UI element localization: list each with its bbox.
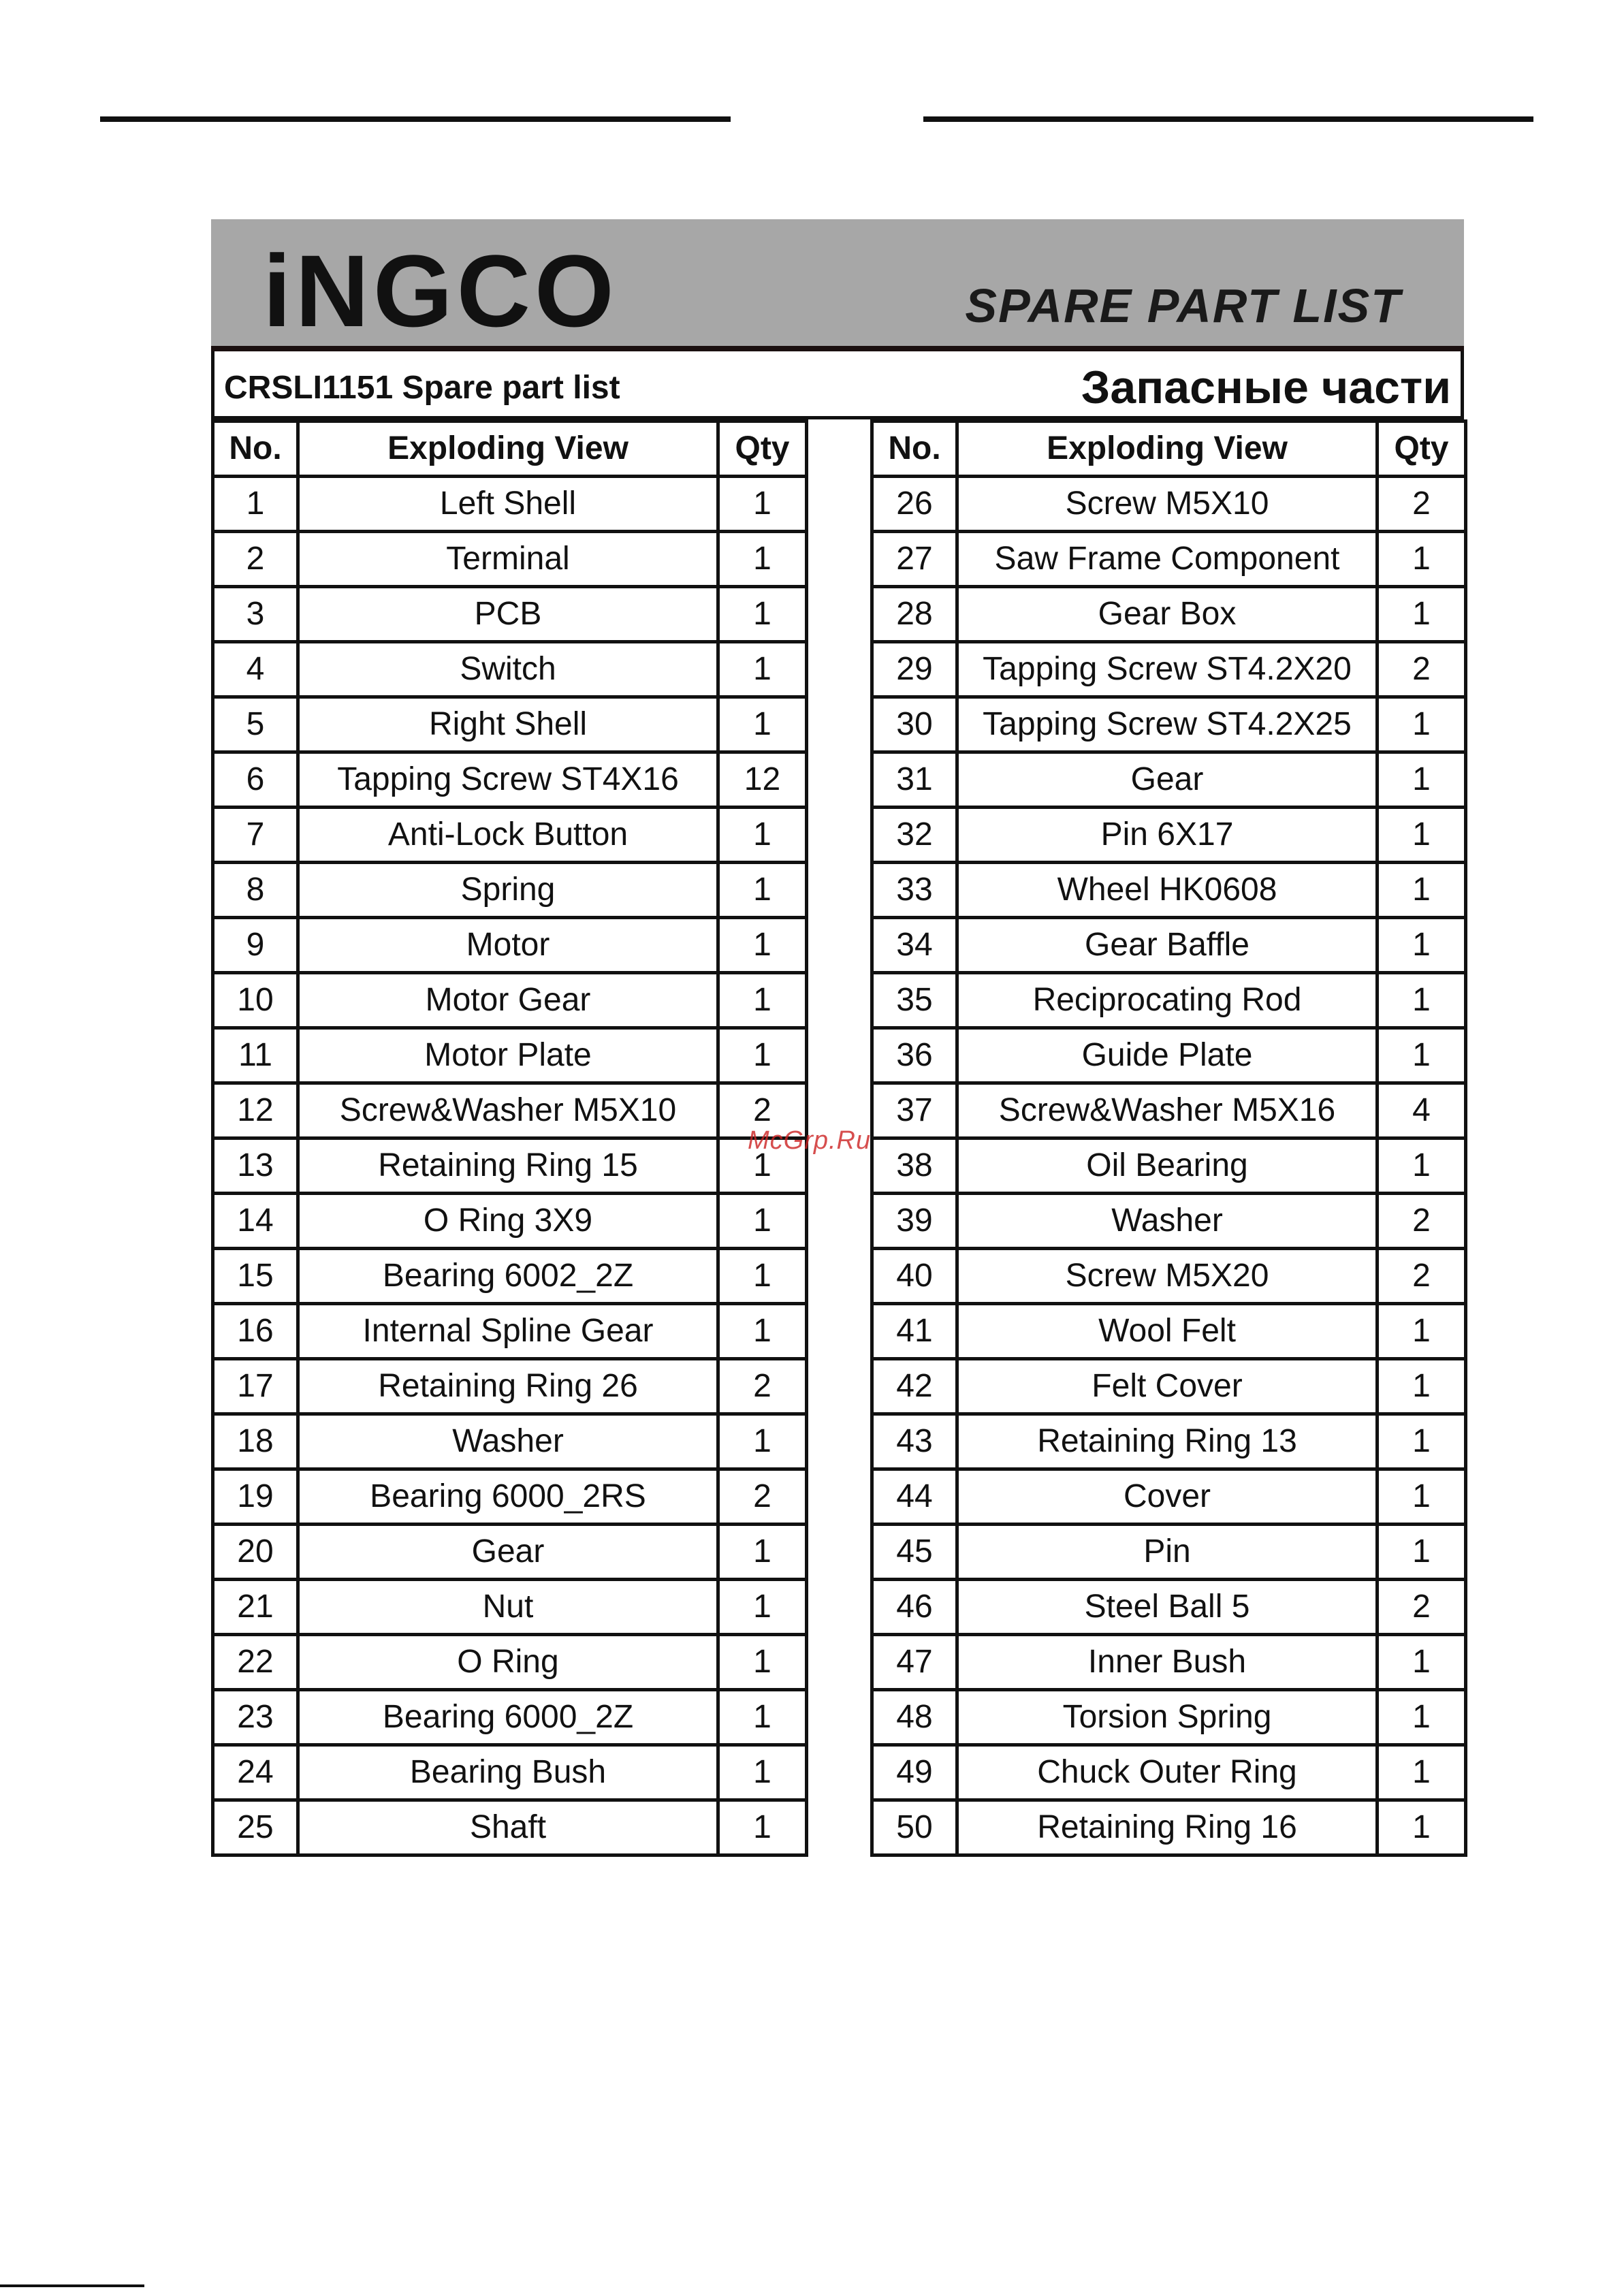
part-number-cell: 6 [213,752,298,808]
part-qty-cell: 1 [1378,1414,1466,1469]
part-qty-cell: 1 [718,477,807,532]
part-qty-cell: 1 [1378,1138,1466,1194]
part-number-cell: 11 [213,1028,298,1083]
table-row [213,1359,807,1414]
part-name-cell: Screw&Washer M5X16 [957,1083,1378,1138]
part-qty-cell: 2 [1378,1580,1466,1635]
part-qty-cell: 1 [718,587,807,642]
part-qty-cell: 2 [1378,1249,1466,1304]
part-name-cell: Motor Gear [298,973,718,1028]
parts-table-right [870,419,1467,1857]
table-row [872,1469,1466,1525]
column-header-no: No. [872,421,957,477]
part-name-cell: Chuck Outer Ring [957,1745,1378,1800]
table-row [872,863,1466,918]
part-name-cell: Saw Frame Component [957,532,1378,587]
part-qty-cell: 1 [718,973,807,1028]
subheader [211,351,1464,419]
part-qty-cell: 1 [1378,1469,1466,1525]
part-number-cell: 10 [213,973,298,1028]
table-row [872,1359,1466,1414]
table-row [872,1249,1466,1304]
table-row [213,1800,807,1855]
part-number-cell: 38 [872,1138,957,1194]
part-qty-cell: 1 [1378,1028,1466,1083]
table-row [872,1745,1466,1800]
part-name-cell: Tapping Screw ST4.2X25 [957,697,1378,752]
table-row [213,808,807,863]
part-number-cell: 43 [872,1414,957,1469]
part-name-cell: Gear Box [957,587,1378,642]
part-qty-cell: 1 [1378,1304,1466,1359]
part-number-cell: 24 [213,1745,298,1800]
part-number-cell: 16 [213,1304,298,1359]
tables-area [211,419,1464,2065]
part-name-cell: Inner Bush [957,1635,1378,1690]
part-name-cell: Gear Baffle [957,918,1378,973]
part-name-cell: Wheel HK0608 [957,863,1378,918]
table-row [213,1635,807,1690]
part-qty-cell: 1 [1378,752,1466,808]
part-name-cell: Right Shell [298,697,718,752]
table-row [872,808,1466,863]
part-name-cell: Guide Plate [957,1028,1378,1083]
part-qty-cell: 1 [1378,1690,1466,1745]
part-name-cell: Spring [298,863,718,918]
part-name-cell: Steel Ball 5 [957,1580,1378,1635]
part-name-cell: Terminal [298,532,718,587]
part-number-cell: 5 [213,697,298,752]
part-number-cell: 47 [872,1635,957,1690]
part-qty-cell: 1 [1378,1635,1466,1690]
table-row [213,973,807,1028]
part-number-cell: 22 [213,1635,298,1690]
column-header-no: No. [213,421,298,477]
part-number-cell: 35 [872,973,957,1028]
part-number-cell: 48 [872,1690,957,1745]
part-number-cell: 3 [213,587,298,642]
part-qty-cell: 1 [1378,863,1466,918]
part-qty-cell: 12 [718,752,807,808]
part-name-cell: Oil Bearing [957,1138,1378,1194]
part-qty-cell: 1 [718,1194,807,1249]
part-number-cell: 4 [213,642,298,697]
part-number-cell: 15 [213,1249,298,1304]
part-qty-cell: 1 [1378,1525,1466,1580]
table-row [213,1028,807,1083]
part-name-cell: Retaining Ring 15 [298,1138,718,1194]
part-name-cell: Gear [298,1525,718,1580]
part-qty-cell: 1 [718,1800,807,1855]
table-row [213,1138,807,1194]
part-qty-cell: 1 [718,1525,807,1580]
table-row [872,752,1466,808]
part-qty-cell: 1 [1378,532,1466,587]
part-number-cell: 40 [872,1249,957,1304]
part-number-cell: 32 [872,808,957,863]
table-row [213,587,807,642]
part-number-cell: 20 [213,1525,298,1580]
table-row [213,752,807,808]
part-name-cell: Washer [298,1414,718,1469]
part-number-cell: 23 [213,1690,298,1745]
part-number-cell: 30 [872,697,957,752]
part-name-cell: Anti-Lock Button [298,808,718,863]
table-row [213,1690,807,1745]
part-name-cell: Washer [957,1194,1378,1249]
part-qty-cell: 1 [718,918,807,973]
part-qty-cell: 4 [1378,1083,1466,1138]
part-name-cell: Screw M5X20 [957,1249,1378,1304]
table-row [872,1635,1466,1690]
part-qty-cell: 1 [718,1414,807,1469]
part-name-cell: Internal Spline Gear [298,1304,718,1359]
table-row [872,697,1466,752]
table-row [872,1138,1466,1194]
footer-rule [0,2284,144,2287]
part-number-cell: 21 [213,1580,298,1635]
part-number-cell: 37 [872,1083,957,1138]
part-number-cell: 34 [872,918,957,973]
part-number-cell: 7 [213,808,298,863]
part-name-cell: Left Shell [298,477,718,532]
table-row [872,477,1466,532]
part-number-cell: 49 [872,1745,957,1800]
table-header-row [213,421,807,477]
part-name-cell: Retaining Ring 13 [957,1414,1378,1469]
part-number-cell: 31 [872,752,957,808]
part-qty-cell: 1 [718,1690,807,1745]
table-row [213,1525,807,1580]
part-qty-cell: 2 [718,1359,807,1414]
table-row [872,1580,1466,1635]
part-number-cell: 39 [872,1194,957,1249]
parts-table-left [211,419,808,1857]
part-number-cell: 36 [872,1028,957,1083]
part-number-cell: 41 [872,1304,957,1359]
part-qty-cell: 2 [1378,1194,1466,1249]
part-qty-cell: 1 [1378,1800,1466,1855]
part-qty-cell: 1 [718,532,807,587]
table-row [213,1194,807,1249]
table-row [872,1083,1466,1138]
watermark: McGrp.Ru [748,1126,872,1155]
part-qty-cell: 2 [718,1083,807,1138]
part-number-cell: 44 [872,1469,957,1525]
part-name-cell: PCB [298,587,718,642]
table-row [213,863,807,918]
part-name-cell: Pin [957,1525,1378,1580]
table-row [872,973,1466,1028]
column-header-qty: Qty [1378,421,1466,477]
part-number-cell: 28 [872,587,957,642]
part-name-cell: Bearing 6000_2Z [298,1690,718,1745]
table-row [213,1745,807,1800]
part-qty-cell: 1 [718,1635,807,1690]
part-number-cell: 33 [872,863,957,918]
part-name-cell: Motor Plate [298,1028,718,1083]
part-name-cell: Cover [957,1469,1378,1525]
part-number-cell: 25 [213,1800,298,1855]
part-qty-cell: 1 [1378,1745,1466,1800]
table-row [213,642,807,697]
part-number-cell: 1 [213,477,298,532]
table-row [872,1414,1466,1469]
part-qty-cell: 1 [718,1249,807,1304]
part-qty-cell: 1 [718,808,807,863]
part-number-cell: 45 [872,1525,957,1580]
part-name-cell: Screw M5X10 [957,477,1378,532]
part-name-cell: Retaining Ring 16 [957,1800,1378,1855]
table-row [872,532,1466,587]
part-number-cell: 46 [872,1580,957,1635]
part-name-cell: Motor [298,918,718,973]
table-row [213,477,807,532]
table-row [213,1414,807,1469]
part-qty-cell: 1 [1378,587,1466,642]
part-name-cell: Felt Cover [957,1359,1378,1414]
banner-title: SPARE PART LIST [965,279,1401,332]
part-name-cell: Wool Felt [957,1304,1378,1359]
part-number-cell: 18 [213,1414,298,1469]
part-qty-cell: 2 [1378,642,1466,697]
table-row [213,1304,807,1359]
table-row [872,1690,1466,1745]
part-name-cell: Bearing 6002_2Z [298,1249,718,1304]
part-number-cell: 14 [213,1194,298,1249]
part-number-cell: 9 [213,918,298,973]
table-row [872,1304,1466,1359]
table-row [213,1469,807,1525]
part-qty-cell: 1 [718,1138,807,1194]
table-header-row [872,421,1466,477]
part-number-cell: 19 [213,1469,298,1525]
table-row [213,1249,807,1304]
table-row [872,1800,1466,1855]
table-row [872,587,1466,642]
top-rule-right [923,116,1533,122]
part-name-cell: Torsion Spring [957,1690,1378,1745]
part-qty-cell: 1 [718,642,807,697]
table-row [872,1194,1466,1249]
header-banner [211,219,1464,351]
part-name-cell: Switch [298,642,718,697]
part-qty-cell: 1 [718,1304,807,1359]
part-qty-cell: 1 [1378,697,1466,752]
table-row [872,918,1466,973]
part-qty-cell: 1 [1378,918,1466,973]
part-number-cell: 50 [872,1800,957,1855]
table-row [213,1580,807,1635]
table-row [213,697,807,752]
part-name-cell: Shaft [298,1800,718,1855]
part-number-cell: 17 [213,1359,298,1414]
part-number-cell: 26 [872,477,957,532]
part-qty-cell: 1 [1378,1359,1466,1414]
part-name-cell: Tapping Screw ST4.2X20 [957,642,1378,697]
part-number-cell: 2 [213,532,298,587]
top-rule-left [100,116,731,122]
table-row [872,1525,1466,1580]
part-qty-cell: 1 [718,1028,807,1083]
table-row [213,918,807,973]
part-name-cell: Retaining Ring 26 [298,1359,718,1414]
part-number-cell: 27 [872,532,957,587]
part-name-cell: Screw&Washer M5X10 [298,1083,718,1138]
part-qty-cell: 1 [718,1580,807,1635]
column-header-qty: Qty [718,421,807,477]
column-header-name: Exploding View [957,421,1378,477]
part-qty-cell: 1 [718,863,807,918]
part-name-cell: Tapping Screw ST4X16 [298,752,718,808]
russian-title: Запасные части [1081,362,1451,413]
part-name-cell: O Ring [298,1635,718,1690]
part-qty-cell: 1 [718,1745,807,1800]
table-row [213,532,807,587]
table-row [872,642,1466,697]
table-row [213,1083,807,1138]
part-number-cell: 12 [213,1083,298,1138]
model-title: CRSLI1151 Spare part list [224,370,620,406]
part-name-cell: O Ring 3X9 [298,1194,718,1249]
part-name-cell: Pin 6X17 [957,808,1378,863]
part-name-cell: Reciprocating Rod [957,973,1378,1028]
part-name-cell: Bearing 6000_2RS [298,1469,718,1525]
part-number-cell: 42 [872,1359,957,1414]
part-qty-cell: 2 [1378,477,1466,532]
table-row [872,1028,1466,1083]
brand-logo: iNGCO [263,234,618,348]
part-qty-cell: 1 [1378,808,1466,863]
part-qty-cell: 2 [718,1469,807,1525]
part-name-cell: Nut [298,1580,718,1635]
part-qty-cell: 1 [718,697,807,752]
part-name-cell: Bearing Bush [298,1745,718,1800]
part-qty-cell: 1 [1378,973,1466,1028]
column-header-name: Exploding View [298,421,718,477]
part-number-cell: 13 [213,1138,298,1194]
part-number-cell: 29 [872,642,957,697]
part-number-cell: 8 [213,863,298,918]
part-name-cell: Gear [957,752,1378,808]
